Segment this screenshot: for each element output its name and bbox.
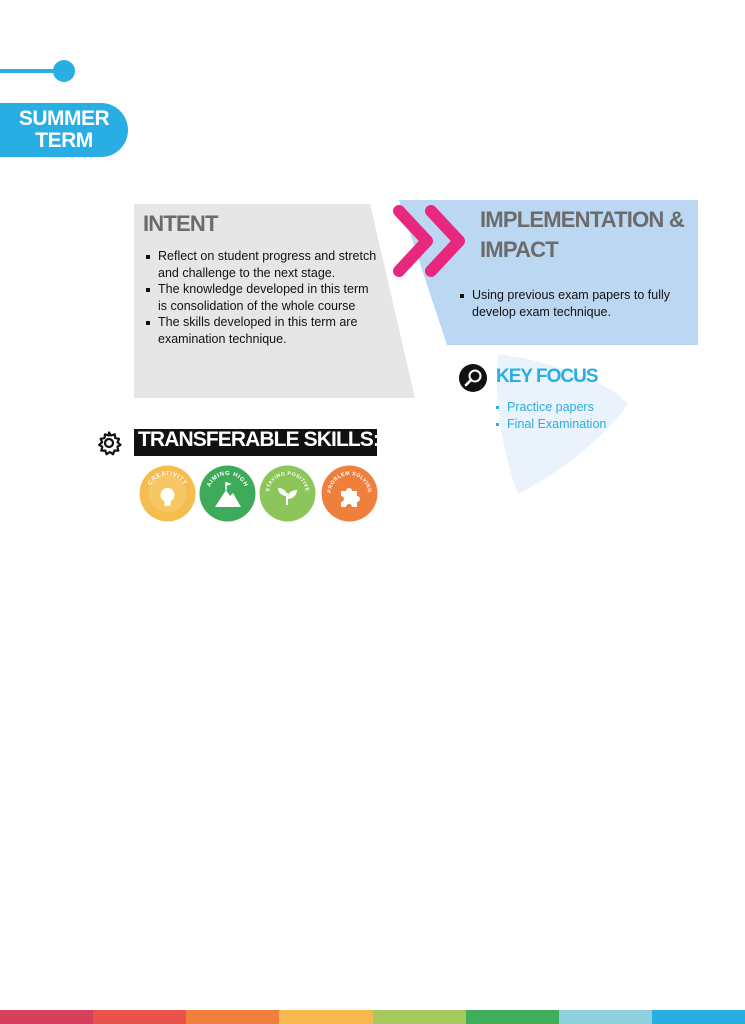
implementation-item: Using previous exam papers to fully develop exam technique.	[460, 287, 695, 320]
gear-icon	[96, 430, 122, 456]
key-focus-title: KEY FOCUS	[496, 366, 598, 387]
implementation-title: IMPLEMENTATION & IMPACT	[480, 207, 684, 262]
key-focus-item: Practice papers	[496, 399, 606, 416]
skill-label: PROBLEM SOLVING	[326, 470, 373, 494]
intent-title: INTENT	[143, 211, 218, 236]
double-chevron-right-icon	[393, 205, 473, 277]
implementation-list	[460, 287, 695, 320]
intent-item: The skills developed in this term are examination technique.	[146, 314, 381, 347]
stripe-segment	[559, 1010, 652, 1024]
intent-list	[146, 248, 381, 347]
intent-item: The knowledge developed in this term is consolidation of the whole course	[146, 281, 381, 314]
skill-badge-creativity	[139, 465, 196, 522]
stripe-segment	[93, 1010, 186, 1024]
transferable-skills-title: TRANSFERABLE SKILLS:	[138, 428, 379, 451]
term-badge-line1: SUMMER	[18, 107, 110, 130]
term-badge	[0, 103, 128, 157]
skill-badge-staying-positive	[259, 465, 316, 522]
bottom-color-stripe	[0, 1010, 745, 1024]
term-badge-line2: TERM	[35, 129, 93, 152]
stripe-segment	[466, 1010, 559, 1024]
skill-badge-problem-solving	[321, 465, 378, 522]
timeline-dot	[53, 60, 75, 82]
stripe-segment	[186, 1010, 279, 1024]
skill-badge-aiming-high	[199, 465, 256, 522]
stripe-segment	[373, 1010, 466, 1024]
key-focus-item: Final Examination	[496, 416, 606, 433]
intent-item: Reflect on student progress and stretch and challenge to the next stage.	[146, 248, 381, 281]
skill-label: STAYING POSITIVE	[265, 470, 310, 493]
stripe-segment	[279, 1010, 372, 1024]
skill-label: CREATIVITY	[147, 470, 188, 487]
key-focus-list	[496, 399, 606, 432]
magnifier-icon	[459, 364, 487, 392]
skill-label: AIMING HIGH	[206, 470, 249, 489]
stripe-segment	[0, 1010, 93, 1024]
stripe-segment	[652, 1010, 745, 1024]
